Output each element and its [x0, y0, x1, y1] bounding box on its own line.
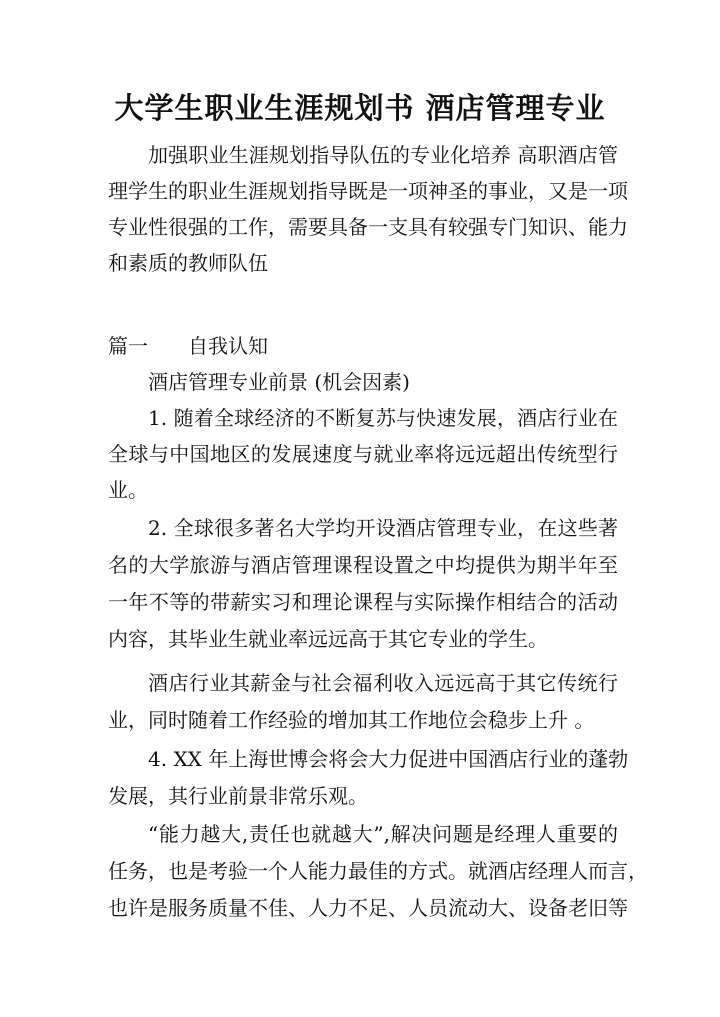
section-label: 篇一	[108, 334, 148, 358]
document-title: 大学生职业生涯规划书 酒店管理专业	[114, 91, 606, 125]
body-line: 1. 随着全球经济的不断复苏与快速发展，酒店行业在	[148, 406, 618, 430]
body-line: 4. XX 年上海世博会将会大力促进中国酒店行业的蓬勃	[148, 747, 629, 771]
body-line: 全球与中国地区的发展速度与就业率将远远超出传统型行	[108, 442, 618, 466]
body-line: 酒店行业其薪金与社会福利收入远远高于其它传统行	[148, 671, 618, 695]
body-line: 2. 全球很多著名大学均开设酒店管理专业，在这些著	[148, 516, 618, 540]
body-line: 发展，其行业前景非常乐观。	[108, 784, 368, 808]
section-name: 自我认知	[188, 334, 268, 358]
body-line: 一年不等的带薪实习和理论课程与实际操作相结合的活动	[108, 590, 618, 614]
body-line: “能力越大,责任也就越大”,解决问题是经理人重要的	[148, 822, 618, 846]
intro-line: 理学生的职业生涯规划指导既是一项神圣的事业，又是一项	[108, 179, 628, 203]
subheading: 酒店管理专业前景 (机会因素)	[148, 370, 410, 394]
intro-line: 专业性很强的工作，需要具备一支具有较强专门知识、能力	[108, 215, 628, 239]
body-line: 内容，其毕业生就业率远远高于其它专业的学生。	[108, 627, 548, 651]
intro-line: 加强职业生涯规划指导队伍的专业化培养 高职酒店管	[148, 143, 618, 167]
body-line: 业，同时随着工作经验的增加其工作地位会稳步上升 。	[108, 708, 595, 732]
body-line: 名的大学旅游与酒店管理课程设置之中均提供为期半年至	[108, 553, 618, 577]
intro-line: 和素质的教师队伍	[108, 251, 268, 275]
body-line: 任务，也是考验一个人能力最佳的方式。就酒店经理人而言，	[108, 859, 648, 883]
body-line: 也许是服务质量不佳、人力不足、人员流动大、设备老旧等	[108, 896, 628, 920]
body-line: 业。	[108, 478, 148, 502]
